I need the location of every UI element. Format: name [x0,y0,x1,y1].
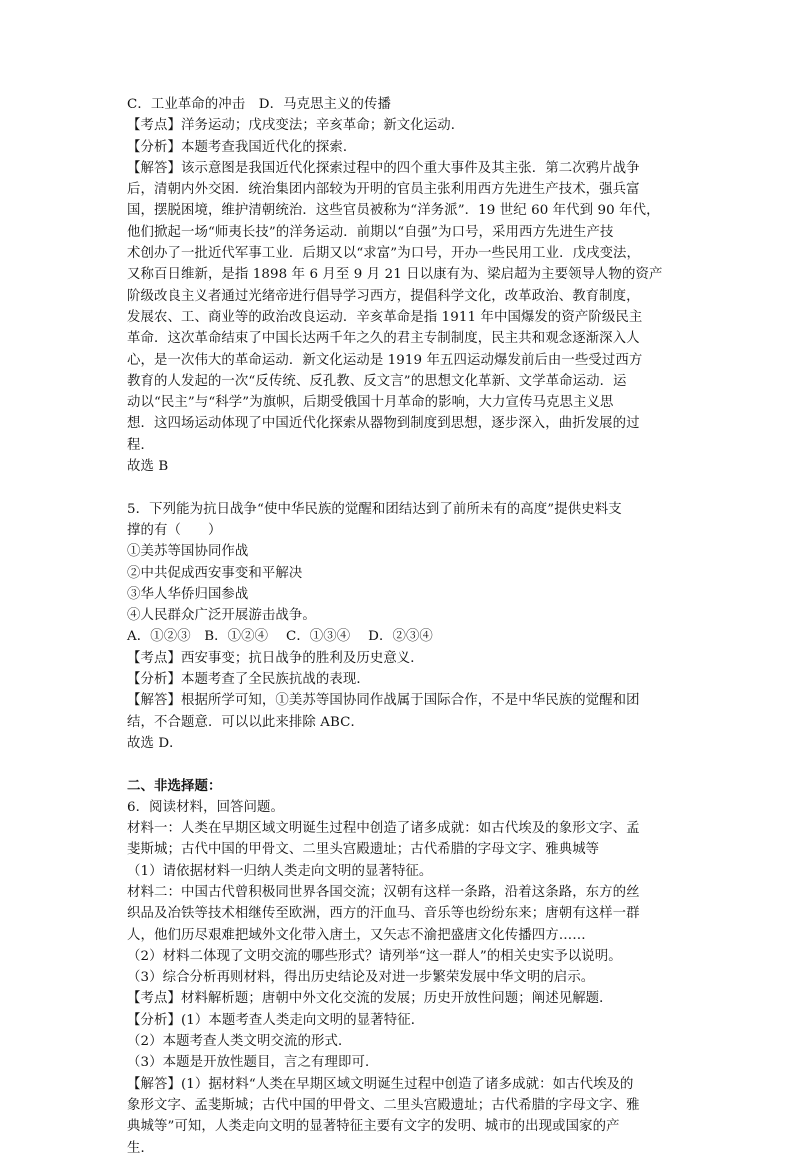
text-line: 他们掀起一场“师夷长技”的洋务运动．前期以“自强”为口号，采用西方先进生产技 [127,224,614,240]
text-line: 【考点】材料解析题；唐朝中外文化交流的发展；历史开放性问题；阐述见解题． [127,991,613,1007]
blank-line [127,477,687,498]
text-line: A．①②③ B．①②④ C．①③④ D．②③④ [127,629,433,645]
text-line: 典城等”可知，人类走向文明的显著特征主要有文字的发明、城市的出现或国家的产 [127,1119,620,1135]
text-line: 【解答】(1）据材料“人类在早期区域文明诞生过程中创造了诸多成就：如古代埃及的 [127,1076,634,1092]
text-line: （3）本题是开放性题目，言之有理即可． [127,1055,379,1071]
text-line: 【解答】根据所学可知，①美苏等国协同作战属于国际合作，不是中华民族的觉醒和团 [127,693,640,709]
text-line: 【解答】该示意图是我国近代化探索过程中的四个重大事件及其主张．第二次鸦片战争 [127,160,640,176]
text-line: 生． [127,1140,154,1156]
text-line: 术创办了一批近代军事工业．后期又以“求富”为口号，开办一些民用工业．戊戌变法， [127,246,641,262]
text-line: 【分析】(1）本题考查人类走向文明的显著特征． [127,1012,425,1028]
text-line: 又称百日维新，是指 1898 年 6 月至 9 月 21 日以康有为、梁启超为主要领导人物的资产 [127,267,663,283]
text-line: （1）请依据材料一归纳人类走向文明的显著特征。 [127,863,433,879]
blank-line [127,754,687,775]
section-title: 二、非选择题： [127,777,222,794]
text-line: （3）综合分析再则材料，得出历史结论及对进一步繁荣发展中华文明的启示。 [127,970,595,986]
text-line: ④人民群众广泛开展游击战争。 [127,608,316,624]
text-line: （2）材料二体现了文明交流的哪些形式？请列举“这一群人”的相关史实予以说明。 [127,948,622,964]
text-line: ③华人华侨归国参战 [127,586,249,602]
text-line: 故选 D． [127,735,183,751]
text-line: 动以“民主”与“科学”为旗帜，后期受俄国十月革命的影响，大力宣传马克思主义思 [127,395,614,411]
text-line: 【分析】本题考查了全民族抗战的表现． [127,672,370,688]
text-line: 织品及冶铁等技术相继传至欧洲，西方的汗血马、音乐等也纷纷东来；唐朝有这样一群 [127,906,640,922]
text-line: 心，是一次伟大的革命运动．新文化运动是 1919 年五四运动爆发前后由一些受过西方 [127,352,643,368]
text-line: （2）本题考查人类文明交流的形式． [127,1034,352,1050]
text-line: ②中共促成西安事变和平解决 [127,565,303,581]
text-line: 材料二：中国古代曾积极同世界各国交流；汉朝有这样一条路，沿着这条路，东方的丝 [127,884,640,900]
text-line: 后，清朝内外交困．统治集团内部较为开明的官员主张利用西方先进生产技术，强兵富 [127,182,640,198]
text-line: 程． [127,437,154,453]
text-line: 【考点】洋务运动；戊戌变法；辛亥革命；新文化运动． [127,118,465,134]
text-line: 故选 B [127,459,169,475]
text-line: ①美苏等国协同作战 [127,544,249,560]
text-line: 象形文字、孟斐斯城；古代中国的甲骨文、二里头宫殿遗址；古代希腊的字母文字、雅 [127,1097,640,1113]
text-line: 5．下列能为抗日战争“使中华民族的觉醒和团结达到了前所未有的高度”提供史料支 [127,501,622,517]
text-line: 人，他们历尽艰难把域外文化带入唐土，又矢志不渝把盛唐文化传播四方…… [127,927,586,943]
text-line: 撑的有（ ） [127,522,222,538]
text-line: 阶级改良主义者通过光绪帝进行倡导学习西方，提倡科学文化，改革政治、教育制度， [127,288,640,304]
text-line: 6．阅读材料，回答问题。 [127,799,285,815]
text-line: 结，不合题意．可以以此来排除 ABC． [127,714,365,730]
text-line: 国，摆脱困境，维护清朝统治．这些官员被称为“洋务派”．19 世纪 60 年代到 90 年代， [127,203,660,219]
text-line: 【考点】西安事变；抗日战争的胜利及历史意义． [127,650,424,666]
text-line: 材料一：人类在早期区域文明诞生过程中创造了诸多成就：如古代埃及的象形文字、孟 [127,821,640,837]
text-line: C．工业革命的冲击 D．马克思主义的传播 [127,97,392,112]
text-line: 【分析】本题考查我国近代化的探索． [127,139,357,155]
text-line: 革命．这次革命结束了中国长达两千年之久的君主专制制度，民主共和观念逐渐深入人 [127,331,640,347]
text-line: 教育的人发起的一次“反传统、反孔教、反文言”的思想文化革新、文学革命运动．运 [127,373,627,389]
answer-block-4 [127,94,687,477]
text-line: 发展农、工、商业等的政治改良运动．辛亥革命是指 1911 年中国爆发的资产阶级民主 [127,309,643,325]
question-block-6 [127,797,687,1159]
text-line: 斐斯城；古代中国的甲骨文、二里头宫殿遗址；古代希腊的字母文字、雅典城等 [127,842,600,858]
question-block-5 [127,499,687,755]
document-page [127,94,687,1159]
text-line: 想．这四场运动体现了中国近代化探索从器物到制度到思想，逐步深入，曲折发展的过 [127,416,640,432]
